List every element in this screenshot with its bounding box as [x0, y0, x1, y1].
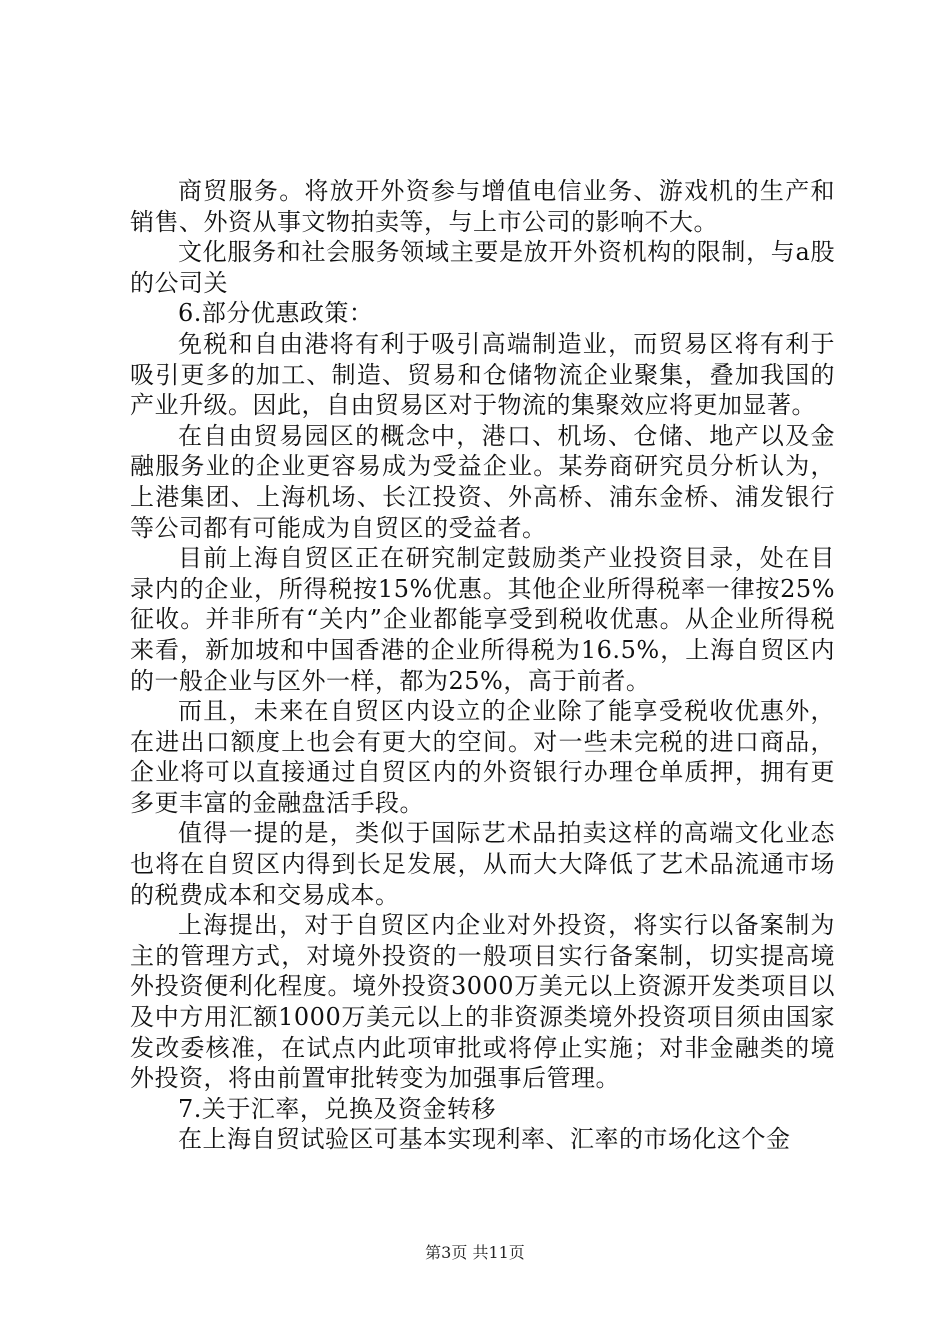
paragraph-import-export: 而且，未来在自贸区内设立的企业除了能享受税收优惠外，在进出口额度上也会有更大的空间。对一些未完税的进口商品，企业将可以直接通过自贸区内的外资银行办理仓单质押，拥有更多更丰富的金融盘活手段。	[130, 697, 835, 817]
paragraph-beneficiary-companies: 在自由贸易园区的概念中，港口、机场、仓储、地产以及金融服务业的企业更容易成为受益企业。某券商研究员分析认为，上港集团、上海机场、长江投资、外高桥、浦东金桥、浦发银行等公司都有可能成为自贸区的受益者。	[130, 421, 835, 542]
paragraph-art-auction: 值得一提的是，类似于国际艺术品拍卖这样的高端文化业态也将在自贸区内得到长足发展，从而大大降低了艺术品流通市场的税费成本和交易成本。	[130, 819, 835, 909]
paragraph-interest-rate: 在上海自贸试验区可基本实现利率、汇率的市场化这个金	[178, 1125, 791, 1154]
paragraph-trade-services: 商贸服务。将放开外资参与增值电信业务、游戏机的生产和销售、外资从事文物拍卖等，与上市公司的影响不大。	[130, 177, 835, 236]
paragraph-free-port: 免税和自由港将有利于吸引高端制造业，而贸易区将有利于吸引更多的加工、制造、贸易和仓储物流企业聚集，叠加我国的产业升级。因此，自由贸易区对于物流的集聚效应将更加显著。	[130, 329, 835, 420]
document-body	[130, 176, 835, 1155]
paragraph-cultural-services: 文化服务和社会服务领域主要是放开外资机构的限制，与a股的公司关	[130, 238, 835, 297]
paragraph-outbound-investment: 上海提出，对于自贸区内企业对外投资，将实行以备案制为主的管理方式，对境外投资的一般项目实行备案制，切实提高境外投资便利化程度。境外投资3000万美元以上资源开发类项目以及中方用汇额1000万美元以上的非资源类境外投资项目须由国家发改委核准，在试点内此项审批或将停止实施；对非金融类的境外投资，将由前置审批转变为加强事后管理。	[130, 911, 835, 1093]
paragraph-income-tax: 目前上海自贸区正在研究制定鼓励类产业投资目录，处在目录内的企业，所得税按15%优惠。其他企业所得税率一律按25%征收。并非所有“关内”企业都能享受到税收优惠。从企业所得税来看，新加坡和中国香港的企业所得税为16.5%，上海自贸区内的一般企业与区外一样，都为25%，高于前者。	[130, 544, 835, 695]
section-heading-preferential-policies: 6.部分优惠政策：	[178, 299, 374, 328]
page-number-footer: 第3页 共11页	[425, 1243, 525, 1262]
section-heading-exchange-rate: 7.关于汇率，兑换及资金转移	[178, 1094, 496, 1123]
